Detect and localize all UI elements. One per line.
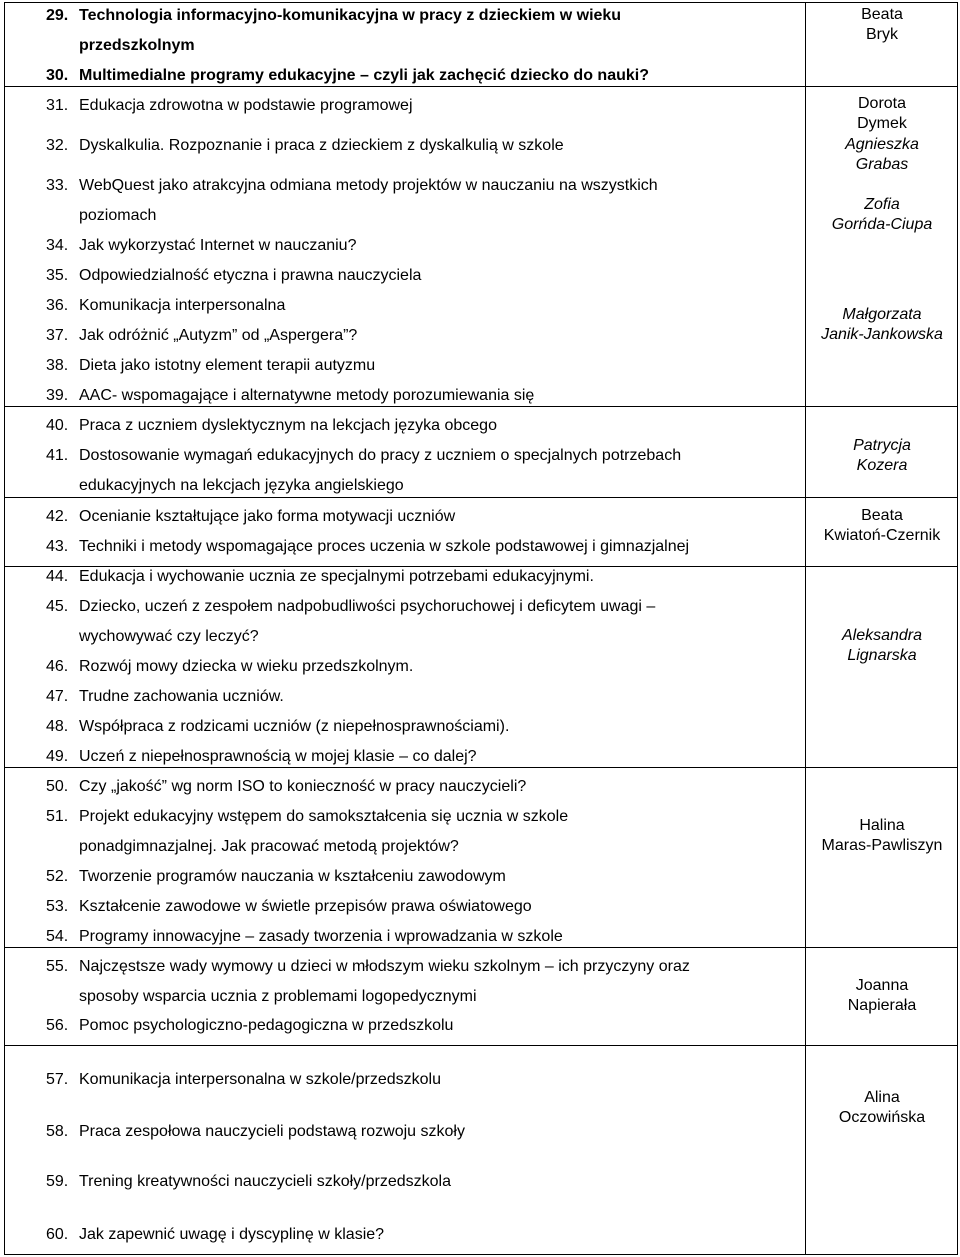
item-text-continued: przedszkolnym <box>79 37 195 54</box>
item-number: 45. <box>46 598 69 615</box>
item-number: 36. <box>46 297 69 314</box>
item-text-continued: poziomach <box>79 207 157 224</box>
item-text-continued: sposoby wsparcia ucznia z problemami logopedycznymi <box>79 988 477 1005</box>
row-divider <box>4 947 958 948</box>
author-first-name: Dorota <box>857 95 907 112</box>
item-text: Technologia informacyjno-komunikacyjna w pracy z dzieckiem w wieku <box>79 7 622 24</box>
author-last-name: Gorńda-Ciupa <box>831 216 933 233</box>
item-text: Dziecko, uczeń z zespołem nadpobudliwości psychoruchowej i deficytem uwagi – <box>79 598 656 615</box>
item-text: Ocenianie kształtujące jako forma motywacji uczniów <box>79 508 456 525</box>
row-divider <box>4 406 958 407</box>
item-number: 44. <box>46 568 69 585</box>
author-first-name: Halina <box>859 817 905 834</box>
item-number: 48. <box>46 718 69 735</box>
item-number: 29. <box>46 7 69 24</box>
item-text: Programy innowacyjne – zasady tworzenia i wprowadzania w szkole <box>79 928 563 945</box>
item-number: 30. <box>46 67 69 84</box>
item-text: Czy „jakość” wg norm ISO to konieczność w pracy nauczycieli? <box>79 778 527 795</box>
author-first-name: Zofia <box>864 196 900 213</box>
row-divider <box>4 1045 958 1046</box>
item-number: 59. <box>46 1173 69 1190</box>
item-number: 46. <box>46 658 69 675</box>
author-first-name: Beata <box>861 507 903 524</box>
item-number: 60. <box>46 1226 69 1243</box>
item-number: 55. <box>46 958 69 975</box>
document-table <box>4 2 958 1255</box>
item-text: Najczęstsze wady wymowy u dzieci w młodszym wieku szkolnym – ich przyczyny oraz <box>79 958 690 975</box>
item-number: 50. <box>46 778 69 795</box>
author-first-name: Alina <box>864 1089 900 1106</box>
item-text: WebQuest jako atrakcyjna odmiana metody projektów w nauczaniu na wszystkich <box>79 177 658 194</box>
author-last-name: Lignarska <box>847 647 917 664</box>
item-number: 32. <box>46 137 69 154</box>
item-text: AAC- wspomagające i alternatywne metody porozumiewania się <box>79 387 535 404</box>
item-text: Jak zapewnić uwagę i dyscyplinę w klasie? <box>79 1226 385 1243</box>
author-first-name: Agnieszka <box>845 136 919 153</box>
item-text: Multimedialne programy edukacyjne – czyli jak zachęcić dziecko do nauki? <box>79 67 649 84</box>
item-number: 35. <box>46 267 69 284</box>
item-number: 53. <box>46 898 69 915</box>
author-name <box>806 816 958 856</box>
item-number: 51. <box>46 808 69 825</box>
item-number: 43. <box>46 538 69 555</box>
author-name <box>806 436 958 476</box>
item-text: Trudne zachowania uczniów. <box>79 688 284 705</box>
author-name <box>806 94 958 134</box>
item-text: Dieta jako istotny element terapii autyzmu <box>79 357 376 374</box>
item-text-continued: wychowywać czy leczyć? <box>79 628 259 645</box>
author-name <box>806 1088 958 1128</box>
item-number: 57. <box>46 1071 69 1088</box>
item-number: 49. <box>46 748 69 765</box>
row-divider <box>4 86 958 87</box>
item-text: Współpraca z rodzicami uczniów (z niepełnosprawnościami). <box>79 718 510 735</box>
item-number: 34. <box>46 237 69 254</box>
item-number: 52. <box>46 868 69 885</box>
author-name <box>806 506 958 546</box>
author-last-name: Kwiatoń-Czernik <box>823 527 941 544</box>
item-text: Komunikacja interpersonalna w szkole/przedszkolu <box>79 1071 441 1088</box>
item-text: Uczeń z niepełnosprawnością w mojej klasie – co dalej? <box>79 748 477 765</box>
item-text: Trening kreatywności nauczycieli szkoły/przedszkola <box>79 1173 451 1190</box>
row-divider <box>4 497 958 498</box>
author-last-name: Dymek <box>857 115 907 132</box>
author-last-name: Grabas <box>855 156 909 173</box>
item-text: Praca z uczniem dyslektycznym na lekcjach języka obcego <box>79 417 497 434</box>
item-text: Dyskalkulia. Rozpoznanie i praca z dzieckiem z dyskalkulią w szkole <box>79 137 564 154</box>
item-text: Projekt edukacyjny wstępem do samokształcenia się ucznia w szkole <box>79 808 569 825</box>
item-text-continued: edukacyjnych na lekcjach języka angielskiego <box>79 477 404 494</box>
author-last-name: Janik-Jankowska <box>821 326 943 343</box>
item-text: Komunikacja interpersonalna <box>79 297 286 314</box>
item-text: Edukacja zdrowotna w podstawie programowej <box>79 97 413 114</box>
author-name <box>806 305 958 345</box>
item-text: Jak odróżnić „Autyzm” od „Aspergera”? <box>79 327 358 344</box>
item-text: Techniki i metody wspomagające proces uczenia w szkole podstawowej i gimnazjalnej <box>79 538 690 555</box>
item-number: 37. <box>46 327 69 344</box>
author-first-name: Małgorzata <box>842 306 922 323</box>
author-last-name: Kozera <box>856 457 908 474</box>
author-last-name: Bryk <box>866 26 898 43</box>
item-text: Praca zespołowa nauczycieli podstawą rozwoju szkoły <box>79 1123 465 1140</box>
author-name <box>806 976 958 1016</box>
item-number: 54. <box>46 928 69 945</box>
item-text: Pomoc psychologiczno-pedagogiczna w przedszkolu <box>79 1017 454 1034</box>
author-name <box>806 5 958 45</box>
author-first-name: Aleksandra <box>841 627 923 644</box>
item-number: 42. <box>46 508 69 525</box>
author-first-name: Joanna <box>855 977 909 994</box>
item-number: 31. <box>46 97 69 114</box>
item-number: 58. <box>46 1123 69 1140</box>
row-divider <box>4 767 958 768</box>
item-number: 41. <box>46 447 69 464</box>
author-last-name: Oczowińska <box>838 1109 926 1126</box>
item-text: Odpowiedzialność etyczna i prawna nauczyciela <box>79 267 422 284</box>
author-name <box>806 195 958 235</box>
author-name <box>806 135 958 175</box>
item-number: 38. <box>46 357 69 374</box>
author-last-name: Maras-Pawliszyn <box>821 837 943 854</box>
item-text: Tworzenie programów nauczania w kształceniu zawodowym <box>79 868 506 885</box>
item-text: Kształcenie zawodowe w świetle przepisów prawa oświatowego <box>79 898 532 915</box>
item-number: 40. <box>46 417 69 434</box>
item-text-continued: ponadgimnazjalnej. Jak pracować metodą projektów? <box>79 838 459 855</box>
author-name <box>806 626 958 666</box>
item-number: 39. <box>46 387 69 404</box>
author-last-name: Napierała <box>847 997 917 1014</box>
author-first-name: Beata <box>861 6 903 23</box>
item-number: 56. <box>46 1017 69 1034</box>
item-text: Edukacja i wychowanie ucznia ze specjalnymi potrzebami edukacyjnymi. <box>79 568 594 585</box>
author-first-name: Patrycja <box>853 437 911 454</box>
item-text: Rozwój mowy dziecka w wieku przedszkolnym. <box>79 658 414 675</box>
item-number: 47. <box>46 688 69 705</box>
item-text: Dostosowanie wymagań edukacyjnych do pracy z uczniem o specjalnych potrzebach <box>79 447 682 464</box>
item-number: 33. <box>46 177 69 194</box>
item-text: Jak wykorzystać Internet w nauczaniu? <box>79 237 357 254</box>
